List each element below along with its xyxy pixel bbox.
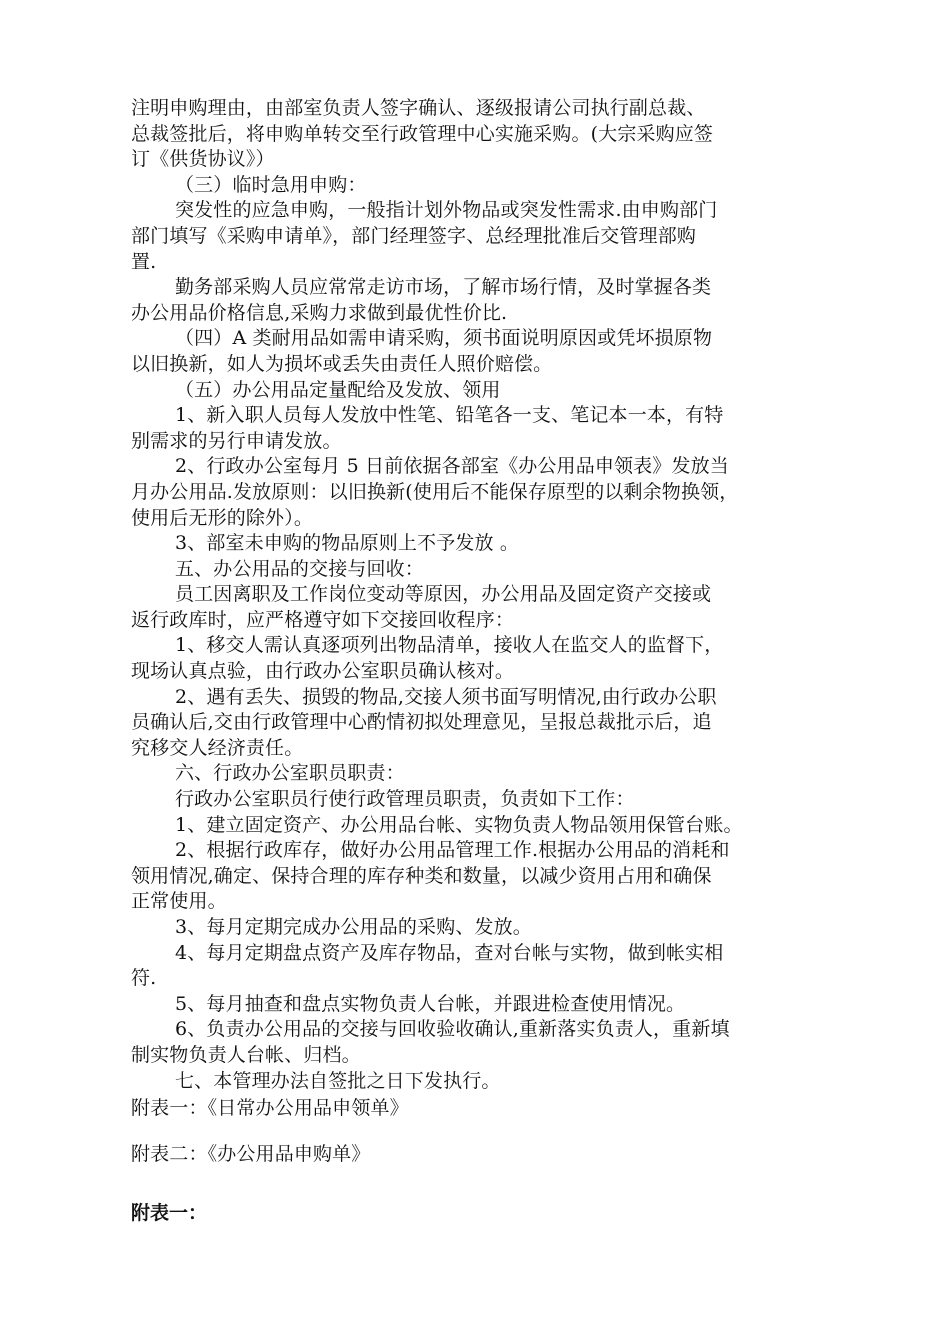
appendix-1-heading: 附表一：: [131, 1202, 208, 1224]
body-text-line: 现场认真点验，由行政办公室职员确认核对。: [131, 660, 515, 683]
body-text-line: 制实物负责人台帐、归档。: [131, 1043, 361, 1066]
body-text-line: 以旧换新，如人为损坏或丢失由责任人照价赔偿。: [131, 352, 553, 375]
document-body: [131, 96, 831, 1094]
body-text-line: 返行政库时，应严格遵守如下交接回收程序：: [131, 608, 515, 631]
body-text-line: 五、办公用品的交接与回收：: [175, 557, 424, 580]
body-text-line: 正常使用。: [131, 890, 227, 913]
body-text-line: 2、行政办公室每月 5 日前依据各部室《办公用品申领表》发放当: [175, 455, 729, 478]
body-text-line: 七、本管理办法自签批之日下发执行。: [175, 1069, 501, 1092]
body-text-line: 勤务部采购人员应常常走访市场，了解市场行情，及时掌握各类: [175, 276, 712, 299]
body-text-line: 订《供货协议》）: [131, 148, 275, 171]
body-text-line: （五）办公用品定量配给及发放、领用: [175, 378, 501, 401]
body-text-line: 6、负责办公用品的交接与回收验收确认,重新落实负责人，重新填: [175, 1018, 730, 1041]
body-text-line: 使用后无形的除外）。: [131, 506, 314, 529]
body-text-line: 符.: [131, 967, 157, 990]
body-text-line: 1、新入职人员每人发放中性笔、铅笔各一支、笔记本一本，有特: [175, 404, 724, 427]
body-text-line: （三）临时急用申购：: [175, 173, 367, 196]
body-text-line: 3、部室未申购的物品原则上不予发放 。: [175, 532, 519, 555]
body-text-line: 办公用品价格信息,采购力求做到最优性价比.: [131, 301, 508, 324]
body-text-line: 1、建立固定资产、办公用品台帐、实物负责人物品领用保管台账。: [175, 813, 743, 836]
body-text-line: 5、每月抽查和盘点实物负责人台帐，并跟进检查使用情况。: [175, 992, 686, 1015]
body-text-line: 总裁签批后，将申购单转交至行政管理中心实施采购。(大宗采购应签: [131, 122, 714, 145]
body-text-line: 2、根据行政库存，做好办公用品管理工作.根据办公用品的消耗和: [175, 839, 730, 862]
appendix-1-reference: 附表一：《日常办公用品申领单》: [131, 1097, 409, 1119]
body-text-line: 究移交人经济责任。: [131, 736, 304, 759]
body-text-line: 4、每月定期盘点资产及库存物品，查对台帐与实物，做到帐实相: [175, 941, 724, 964]
body-text-line: 行政办公室职员行使行政管理员职责，负责如下工作：: [175, 788, 635, 811]
body-text-line: 领用情况,确定、保持合理的库存种类和数量，以减少资用占用和确保: [131, 864, 712, 887]
body-text-line: 月办公用品.发放原则：以旧换新(使用后不能保存原型的以剩余物换领，: [131, 480, 739, 503]
body-text-line: 突发性的应急申购，一般指计划外物品或突发性需求.由申购部门: [175, 199, 718, 222]
body-text-line: 六、行政办公室职员职责：: [175, 762, 405, 785]
body-text-line: （四）A 类耐用品如需申请采购，须书面说明原因或凭坏损原物: [175, 327, 713, 350]
body-text-line: 员工因离职及工作岗位变动等原因，办公用品及固定资产交接或: [175, 583, 712, 606]
body-text-line: 3、每月定期完成办公用品的采购、发放。: [175, 916, 532, 938]
body-text-line: 置.: [131, 250, 157, 273]
appendix-2-reference: 附表二：《办公用品申购单》: [131, 1143, 371, 1165]
body-text-line: 2、遇有丢失、损毁的物品,交接人须书面写明情况,由行政办公职: [175, 685, 717, 708]
body-text-line: 员确认后,交由行政管理中心酌情初拟处理意见，呈报总裁批示后，追: [131, 711, 712, 734]
body-text-line: 注明申购理由，由部室负责人签字确认、逐级报请公司执行副总裁、: [131, 97, 706, 119]
body-text-line: 1、移交人需认真逐项列出物品清单，接收人在监交人的监督下，: [175, 634, 724, 657]
body-text-line: 别需求的另行申请发放。: [131, 429, 342, 452]
body-text-line: 部门填写《采购申请单》，部门经理签字、总经理批准后交管理部购: [131, 224, 697, 247]
